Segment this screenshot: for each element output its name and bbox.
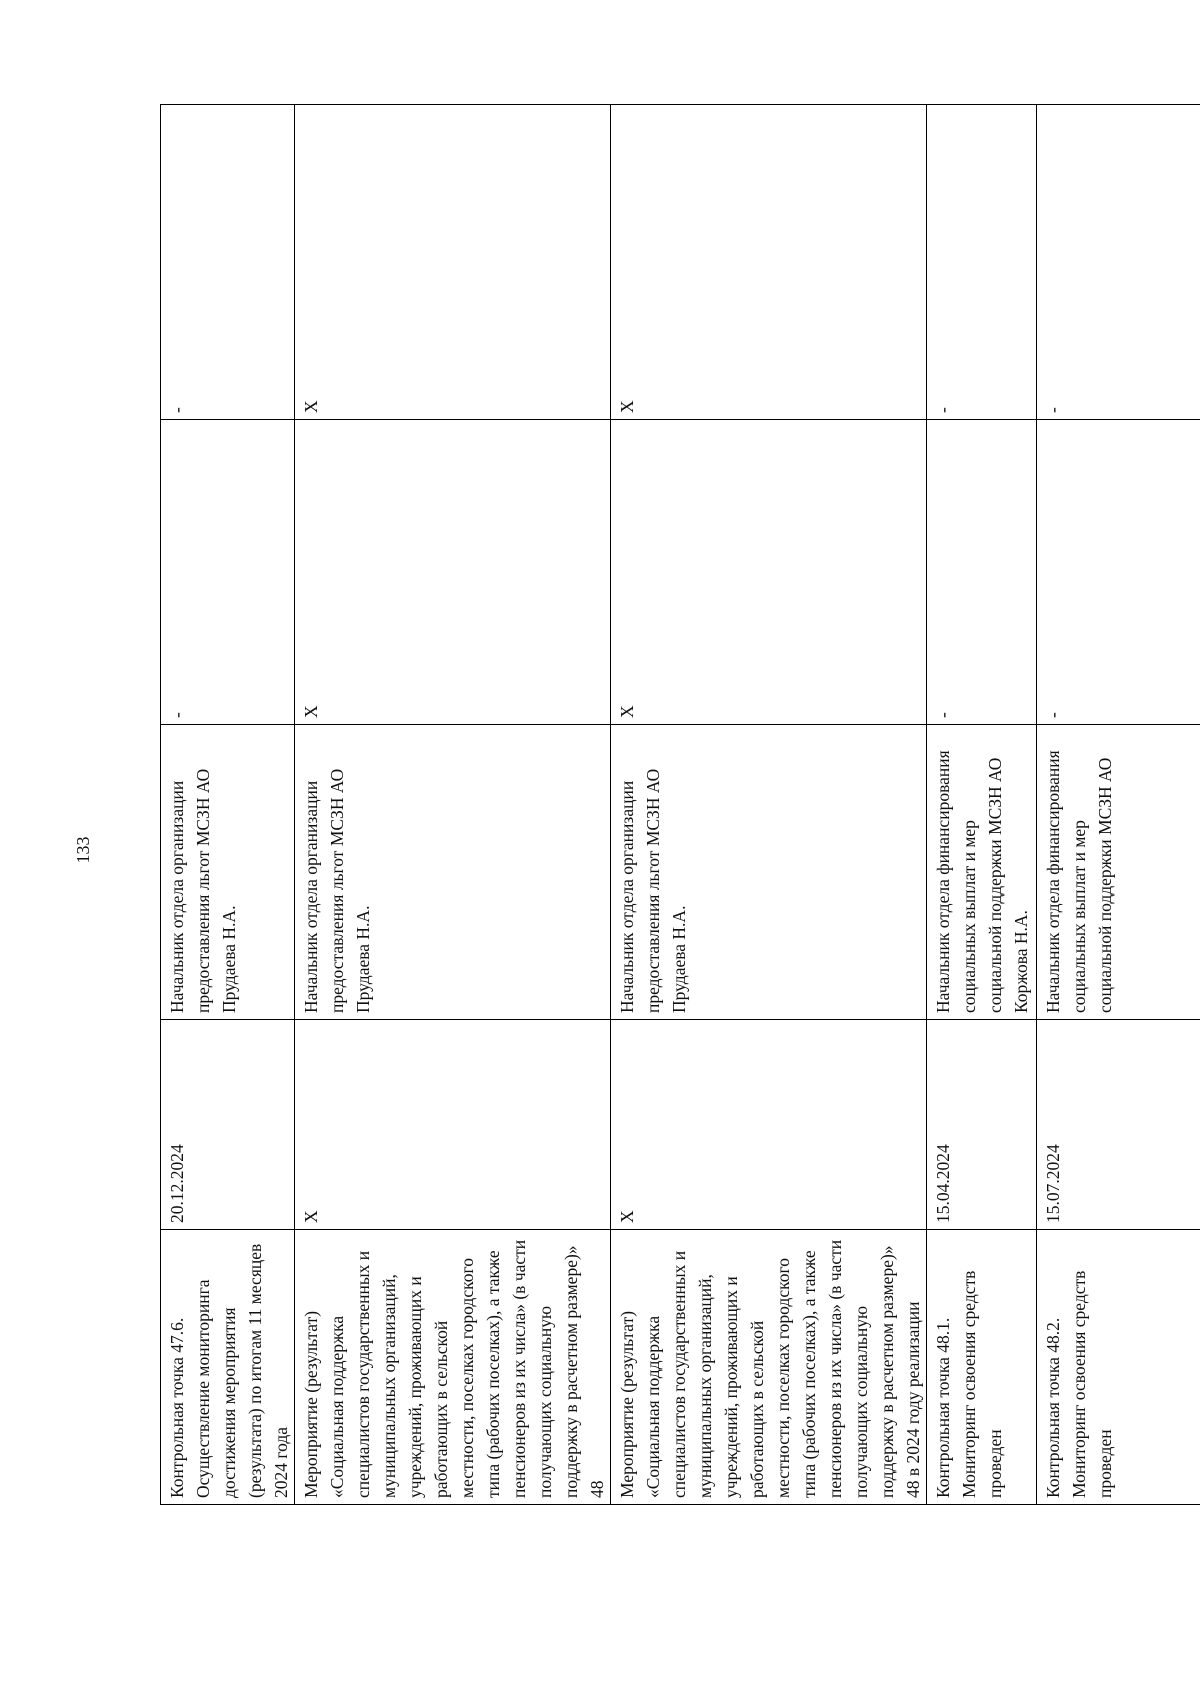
cell-date: Х	[611, 1020, 927, 1230]
table-row	[611, 105, 927, 1505]
cell-col5: Х	[295, 105, 611, 420]
cell-col5: Х	[611, 105, 927, 420]
cell-event-name: Мероприятие (результат) «Социальная поддержка специалистов государственных и муниципальных организаций, учреждений, проживающих и работающих в сельской местности, поселках городского типа (рабочих поселках), а также пенсионеров из их числа» (в части получающих социальную поддержку в расчетном размере)» 48	[295, 1230, 611, 1505]
cell-date: 20.12.2024	[161, 1020, 295, 1230]
page-number: 133	[73, 836, 93, 864]
cell-responsible: Начальник отдела финансирования социальных выплат и мер социальной поддержки МСЗН АО Коржова Н.А.	[927, 725, 1037, 1020]
cell-event-name: Контрольная точка 48.1. Мониторинг освоения средств проведен	[927, 1230, 1037, 1505]
cell-date: 15.04.2024	[927, 1020, 1037, 1230]
table-row	[1037, 105, 1200, 1505]
cell-responsible: Начальник отдела организации предоставления льгот МСЗН АО Прудаева Н.А.	[611, 725, 927, 1020]
cell-event-name: Контрольная точка 47.6. Осуществление мониторинга достижения мероприятия (результата) по итогам 11 месяцев 2024 года	[161, 1230, 295, 1505]
cell-responsible: Начальник отдела финансирования социальных выплат и мер социальной поддержки МСЗН АО	[1037, 725, 1200, 1020]
cell-col5: -	[161, 105, 295, 420]
cell-col5: -	[927, 105, 1037, 420]
schedule-table	[160, 104, 1200, 1505]
cell-col4: Х	[611, 420, 927, 725]
cell-col4: -	[161, 420, 295, 725]
cell-col4: -	[927, 420, 1037, 725]
table-row	[295, 105, 611, 1505]
cell-date: 15.07.2024	[1037, 1020, 1200, 1230]
cell-responsible: Начальник отдела организации предоставления льгот МСЗН АО Прудаева Н.А.	[161, 725, 295, 1020]
cell-col4: -	[1037, 420, 1200, 725]
table-row	[161, 105, 295, 1505]
rotated-table-wrapper	[160, 105, 1150, 1505]
table-row	[927, 105, 1037, 1505]
cell-event-name: Мероприятие (результат) «Социальная поддержка специалистов государственных и муниципальных организаций, учреждений, проживающих и работающих в сельской местности, поселках городского типа (рабочих поселках), а также пенсионеров из их числа» (в части получающих социальную поддержку в расчетном размере)» 48 в 2024 году реализации	[611, 1230, 927, 1505]
cell-date: Х	[295, 1020, 611, 1230]
cell-col4: Х	[295, 420, 611, 725]
cell-responsible: Начальник отдела организации предоставления льгот МСЗН АО Прудаева Н.А.	[295, 725, 611, 1020]
cell-col5: -	[1037, 105, 1200, 420]
cell-event-name: Контрольная точка 48.2. Мониторинг освоения средств проведен	[1037, 1230, 1200, 1505]
